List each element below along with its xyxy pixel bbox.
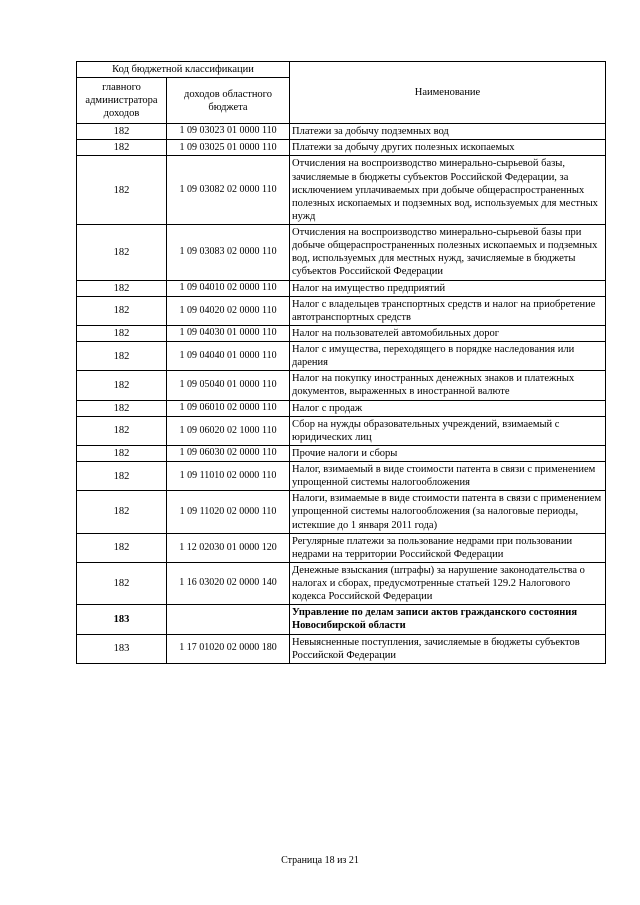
- admin-code-cell: 182: [77, 225, 167, 281]
- table-row: [77, 416, 606, 445]
- table-row: [77, 280, 606, 296]
- admin-code-cell: 182: [77, 562, 167, 604]
- admin-code-cell: 182: [77, 140, 167, 156]
- income-code-cell: 1 17 01020 02 0000 180: [167, 634, 290, 663]
- table-row: [77, 140, 606, 156]
- income-code-cell: [167, 605, 290, 634]
- name-cell: Налог с продаж: [290, 400, 606, 416]
- table-row: [77, 462, 606, 491]
- admin-code-cell: 182: [77, 533, 167, 562]
- header-name-cell: Наименование: [290, 62, 606, 124]
- name-cell: Денежные взыскания (штрафы) за нарушение законодательства о налогах и сборах, предусмотренные статьей 129.2 Налогового кодекса Российской Федерации: [290, 562, 606, 604]
- admin-code-cell: 182: [77, 280, 167, 296]
- table-row: [77, 296, 606, 325]
- admin-code-cell: 182: [77, 296, 167, 325]
- name-cell: Отчисления на воспроизводство минерально-сырьевой базы при добыче общераспространенных полезных ископаемых и подземных вод, используемых для местных нужд, зачисляемые в бюджеты субъектов Российской Федерации: [290, 225, 606, 281]
- name-cell: Платежи за добычу подземных вод: [290, 124, 606, 140]
- name-cell: Платежи за добычу других полезных ископаемых: [290, 140, 606, 156]
- name-cell: Управление по делам записи актов гражданского состояния Новосибирской области: [290, 605, 606, 634]
- income-code-cell: 1 09 11020 02 0000 110: [167, 491, 290, 533]
- header-group-cell: Код бюджетной классификации: [77, 62, 290, 78]
- table-row: [77, 325, 606, 341]
- income-code-cell: 1 09 03025 01 0000 110: [167, 140, 290, 156]
- income-code-cell: 1 09 06020 02 1000 110: [167, 416, 290, 445]
- name-cell: Отчисления на воспроизводство минерально-сырьевой базы, зачисляемые в бюджеты субъектов Российской Федерации, за исключением уплачиваемых при добыче общераспространенных полезных ископаемых и подземных вод, используемых для местных нужд: [290, 156, 606, 225]
- table-row: [77, 562, 606, 604]
- admin-code-cell: 182: [77, 491, 167, 533]
- table-row: [77, 371, 606, 400]
- name-cell: Невыясненные поступления, зачисляемые в бюджеты субъектов Российской Федерации: [290, 634, 606, 663]
- income-code-cell: 1 12 02030 01 0000 120: [167, 533, 290, 562]
- admin-code-cell: 183: [77, 634, 167, 663]
- admin-code-cell: 182: [77, 462, 167, 491]
- income-code-cell: 1 16 03020 02 0000 140: [167, 562, 290, 604]
- table-row: [77, 634, 606, 663]
- admin-code-cell: 182: [77, 445, 167, 461]
- income-code-cell: 1 09 04020 02 0000 110: [167, 296, 290, 325]
- name-cell: Налог на покупку иностранных денежных знаков и платежных документов, выраженных в иностранной валюте: [290, 371, 606, 400]
- table-row: [77, 533, 606, 562]
- table-row: [77, 156, 606, 225]
- name-cell: Налоги, взимаемые в виде стоимости патента в связи с применением упрощенной системы налогообложения (за налоговые периоды, истекшие до 1 января 2011 года): [290, 491, 606, 533]
- budget-classification-table: [76, 61, 606, 664]
- income-code-cell: 1 09 03082 02 0000 110: [167, 156, 290, 225]
- name-cell: Налог на имущество предприятий: [290, 280, 606, 296]
- header-admin-cell: главного администратора доходов: [77, 78, 167, 124]
- income-code-cell: 1 09 04010 02 0000 110: [167, 280, 290, 296]
- admin-code-cell: 182: [77, 342, 167, 371]
- income-code-cell: 1 09 06010 02 0000 110: [167, 400, 290, 416]
- table-row: [77, 400, 606, 416]
- name-cell: Налог на пользователей автомобильных дорог: [290, 325, 606, 341]
- admin-code-cell: 182: [77, 371, 167, 400]
- admin-code-cell: 182: [77, 156, 167, 225]
- income-code-cell: 1 09 03083 02 0000 110: [167, 225, 290, 281]
- table-row: [77, 124, 606, 140]
- admin-code-cell: 182: [77, 416, 167, 445]
- table-row: [77, 491, 606, 533]
- admin-code-cell: 182: [77, 124, 167, 140]
- income-code-cell: 1 09 04040 01 0000 110: [167, 342, 290, 371]
- table-row: [77, 445, 606, 461]
- table-row: [77, 342, 606, 371]
- name-cell: Сбор на нужды образовательных учреждений, взимаемый с юридических лиц: [290, 416, 606, 445]
- name-cell: Налог с владельцев транспортных средств и налог на приобретение автотранспортных средств: [290, 296, 606, 325]
- page-number: Страница 18 из 21: [281, 855, 359, 866]
- income-code-cell: 1 09 05040 01 0000 110: [167, 371, 290, 400]
- header-code-cell: доходов областного бюджета: [167, 78, 290, 124]
- admin-code-cell: 182: [77, 400, 167, 416]
- table-row: [77, 225, 606, 281]
- income-code-cell: 1 09 03023 01 0000 110: [167, 124, 290, 140]
- income-code-cell: 1 09 11010 02 0000 110: [167, 462, 290, 491]
- income-code-cell: 1 09 06030 02 0000 110: [167, 445, 290, 461]
- income-code-cell: 1 09 04030 01 0000 110: [167, 325, 290, 341]
- name-cell: Прочие налоги и сборы: [290, 445, 606, 461]
- header-row-top: [77, 62, 606, 78]
- name-cell: Налог с имущества, переходящего в порядке наследования или дарения: [290, 342, 606, 371]
- admin-code-cell: 183: [77, 605, 167, 634]
- admin-code-cell: 182: [77, 325, 167, 341]
- table-row: [77, 605, 606, 634]
- name-cell: Налог, взимаемый в виде стоимости патента в связи с применением упрощенной системы налогообложения: [290, 462, 606, 491]
- name-cell: Регулярные платежи за пользование недрами при пользовании недрами на территории Российской Федерации: [290, 533, 606, 562]
